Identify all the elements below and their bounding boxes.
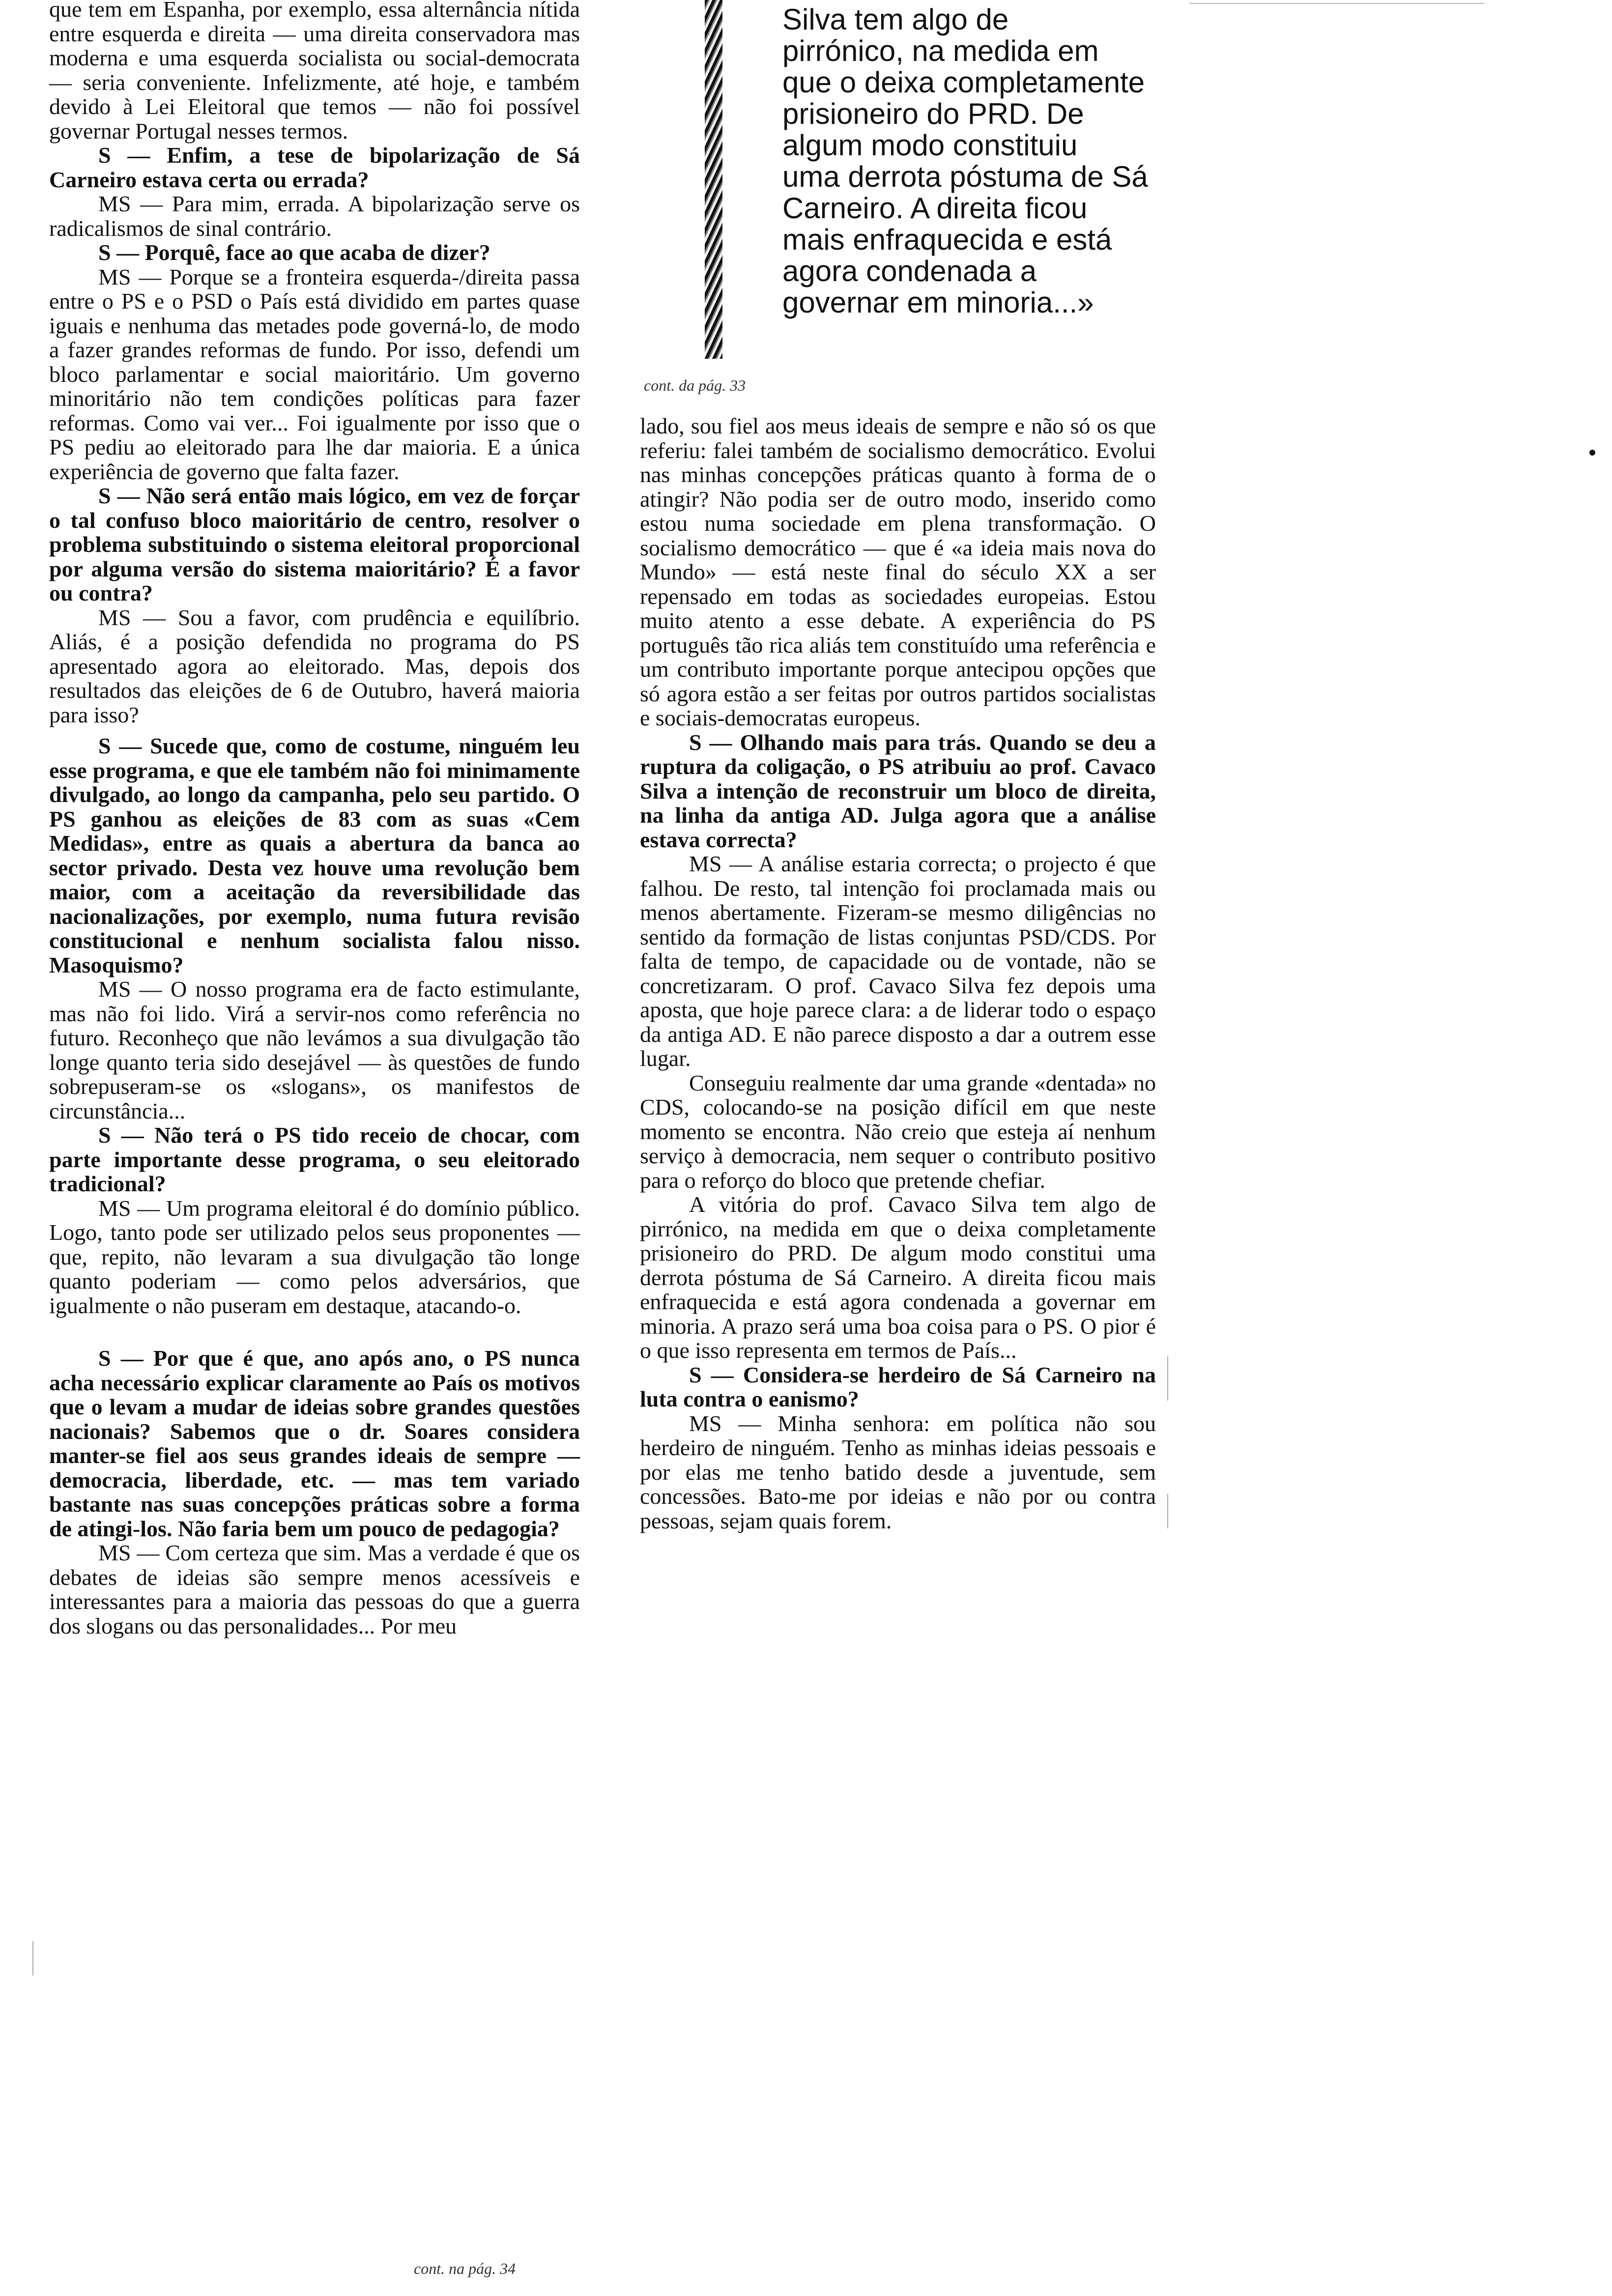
margin-mark	[1167, 1356, 1168, 1401]
interview-answer: A vitória do prof. Cavaco Silva tem algo de pirrónico, na medida em que o deixa completamente prisioneiro do PRD. De algum modo constitui uma derrota póstuma de Sá Carneiro. A direita ficou mais enfraquecida e está agora condenada a governar em minoria. A prazo será uma boa coisa para o PS. O pior é o que isso representa em termos de País...	[640, 1192, 1156, 1363]
right-column	[640, 414, 1156, 1533]
pull-quote-line: algum modo constituiu	[782, 129, 1078, 162]
pull-quote-line: que o deixa completamente	[782, 66, 1145, 99]
pull-quote-line: Silva tem algo de	[782, 3, 1009, 36]
interview-answer: MS — Com certeza que sim. Mas a verdade é que os debates de ideias são sempre menos acessíveis e interessantes para a maioria das pessoas do que a guerra dos slogans ou das personalidades... Por meu	[49, 1540, 580, 1638]
top-rule	[1189, 3, 1484, 4]
pull-quote-line: Carneiro. A direita ficou	[782, 192, 1088, 225]
interview-question: S — Sucede que, como de costume, ninguém leu esse programa, e que ele também não foi minimamente divulgado, ao longo da campanha, pelo seu partido. O PS ganhou as eleições de 83 com as suas «Cem Medidas», entre as quais a abertura da banca ao sector privado. Desta vez houve uma revolução bem maior, com a aceitação da reversibilidade das nacionalizações, por exemplo, numa futura revisão constitucional e nenhum socialista falou nisso. Masoquismo?	[49, 733, 580, 977]
interview-answer: MS — Porque se a fronteira esquerda-/direita passa entre o PS e o PSD o País está dividido em partes quase iguais e nenhuma das metades pode governá-lo, de modo a fazer grandes reformas de fundo. Por isso, defendi um bloco parlamentar e social maioritário. Um governo minoritário não tem condições políticas para fazer reformas. Como vai ver... Foi igualmente por isso que o PS pediu ao eleitorado para lhe dar maioria. E a única experiência de governo que falta fazer.	[49, 264, 580, 484]
continued-on-label: cont. na pág. 34	[414, 2260, 516, 2277]
pull-quote-line: prisioneiro do PRD. De	[782, 97, 1084, 130]
pull-quote-line: agora condenada a	[782, 255, 1037, 287]
bullet-dot	[1589, 450, 1595, 456]
pull-quote-bar	[705, 0, 722, 359]
interview-question: S — Por que é que, ano após ano, o PS nunca acha necessário explicar claramente ao País os motivos que o levam a mudar de ideias sobre grandes questões nacionais? Sabemos que o dr. Soares considera manter-se fiel aos seus grandes ideais de sempre — democracia, liberdade, etc. — mas tem variado bastante nas suas concepções práticas sobre a forma de atingi-los. Não faria bem um pouco de pedagogia?	[49, 1346, 580, 1541]
interview-question: S — Porquê, face ao que acaba de dizer?	[98, 240, 490, 265]
interview-answer: MS — Para mim, errada. A bipolarização serve os radicalismos de sinal contrário.	[49, 191, 580, 241]
interview-question: S — Enfim, a tese de bipolarização de Sá Carneiro estava certa ou errada?	[49, 143, 580, 192]
left-column	[49, 0, 580, 1638]
paragraph: lado, sou fiel aos meus ideais de sempre e não só os que referiu: falei também de socialismo democrático. Evolui nas minhas concepções práticas quanto à forma de o atingir? Não podia ser de outro modo, inserido como estou numa sociedade em plena transformação. O socialismo democrático — que é «a ideia mais nova do Mundo» — está neste final do século XX a ser repensado em todas as sociedades europeias. Estou muito atento a esse debate. A experiência do PS português tão rica aliás tem constituído uma referência e um contributo importante porque antecipou opções que só agora estão a ser feitas por outros partidos socialistas e sociais-democratas europeus.	[640, 413, 1156, 730]
margin-mark	[1167, 1494, 1168, 1528]
continued-from-label: cont. da pág. 33	[644, 376, 746, 394]
pull-quote-line: uma derrota póstuma de Sá	[782, 160, 1148, 193]
pull-quote	[782, 4, 1185, 318]
margin-mark	[32, 1941, 33, 1976]
interview-answer: MS — Um programa eleitoral é do domínio público. Logo, tanto pode ser utilizado pelos seus proponentes — que, repito, não levaram a sua divulgação tão longe quanto poderiam — como pelos adversários, que igualmente o não puseram em destaque, atacando-o.	[49, 1195, 580, 1318]
interview-question: S — Olhando mais para trás. Quando se deu a ruptura da coligação, o PS atribuiu ao prof. Cavaco Silva a intenção de reconstruir um bloco de direita, na linha da antiga AD. Julga agora que a análise estava correcta?	[640, 729, 1156, 852]
interview-answer: MS — Minha senhora: em política não sou herdeiro de ninguém. Tenho as minhas ideias pessoais e por elas me tenho batido desde a juventude, sem concessões. Bato-me por ideias e não por ou contra pessoas, sejam quais forem.	[640, 1410, 1156, 1533]
paragraph: que tem em Espanha, por exemplo, essa alternância nítida entre esquerda e direita — uma direita conservadora mas moderna e uma esquerda socialista ou social-democrata — seria conveniente. Infelizmente, até hoje, e também devido à Lei Eleitoral que temos — não foi possível governar Portugal nesses termos.	[49, 0, 580, 144]
pull-quote-line: governar em minoria...»	[782, 286, 1094, 319]
interview-answer: MS — A análise estaria correcta; o projecto é que falhou. De resto, tal intenção foi proclamada mais ou menos abertamente. Fizeram-se mesmo diligências no sentido da formação de listas conjuntas PSD/CDS. Por falta de tempo, de capacidade ou de vontade, não se concretizaram. O prof. Cavaco Silva fez depois uma aposta, que hoje parece clara: a de liderar todo o espaço da antiga AD. E não parece disposto a dar a outrem esse lugar.	[640, 851, 1156, 1071]
interview-answer: Conseguiu realmente dar uma grande «dentada» no CDS, colocando-se na posição difícil em que neste momento se encontra. Não creio que esteja aí nenhum serviço à democracia, nem sequer o contributo positivo para o reforço do bloco que pretende chefiar.	[640, 1070, 1156, 1193]
interview-question: S — Considera-se herdeiro de Sá Carneiro na luta contra o eanismo?	[640, 1362, 1156, 1411]
interview-answer: MS — Sou a favor, com prudência e equilíbrio. Aliás, é a posição defendida no programa do PS apresentado agora ao eleitorado. Mas, depois dos resultados das eleições de 6 de Outubro, haverá maioria para isso?	[49, 604, 580, 727]
pull-quote-line: mais enfraquecida e está	[782, 223, 1112, 256]
interview-question: S — Não será então mais lógico, em vez de forçar o tal confuso bloco maioritário de centro, resolver o problema substituindo o sistema eleitoral proporcional por alguma versão do sistema maioritário? É a favor ou contra?	[49, 483, 580, 605]
pull-quote-line: pirrónico, na medida em	[782, 34, 1099, 67]
interview-answer: MS — O nosso programa era de facto estimulante, mas não foi lido. Virá a servir-nos como referência no futuro. Reconheço que não levámos a sua divulgação tão longe quanto teria sido desejável — às questões de fundo sobrepuseram-se os «slogans», os manifestos de circunstância...	[49, 976, 580, 1123]
interview-question: S — Não terá o PS tido receio de chocar, com parte importante desse programa, o seu eleitorado tradicional?	[49, 1122, 580, 1196]
